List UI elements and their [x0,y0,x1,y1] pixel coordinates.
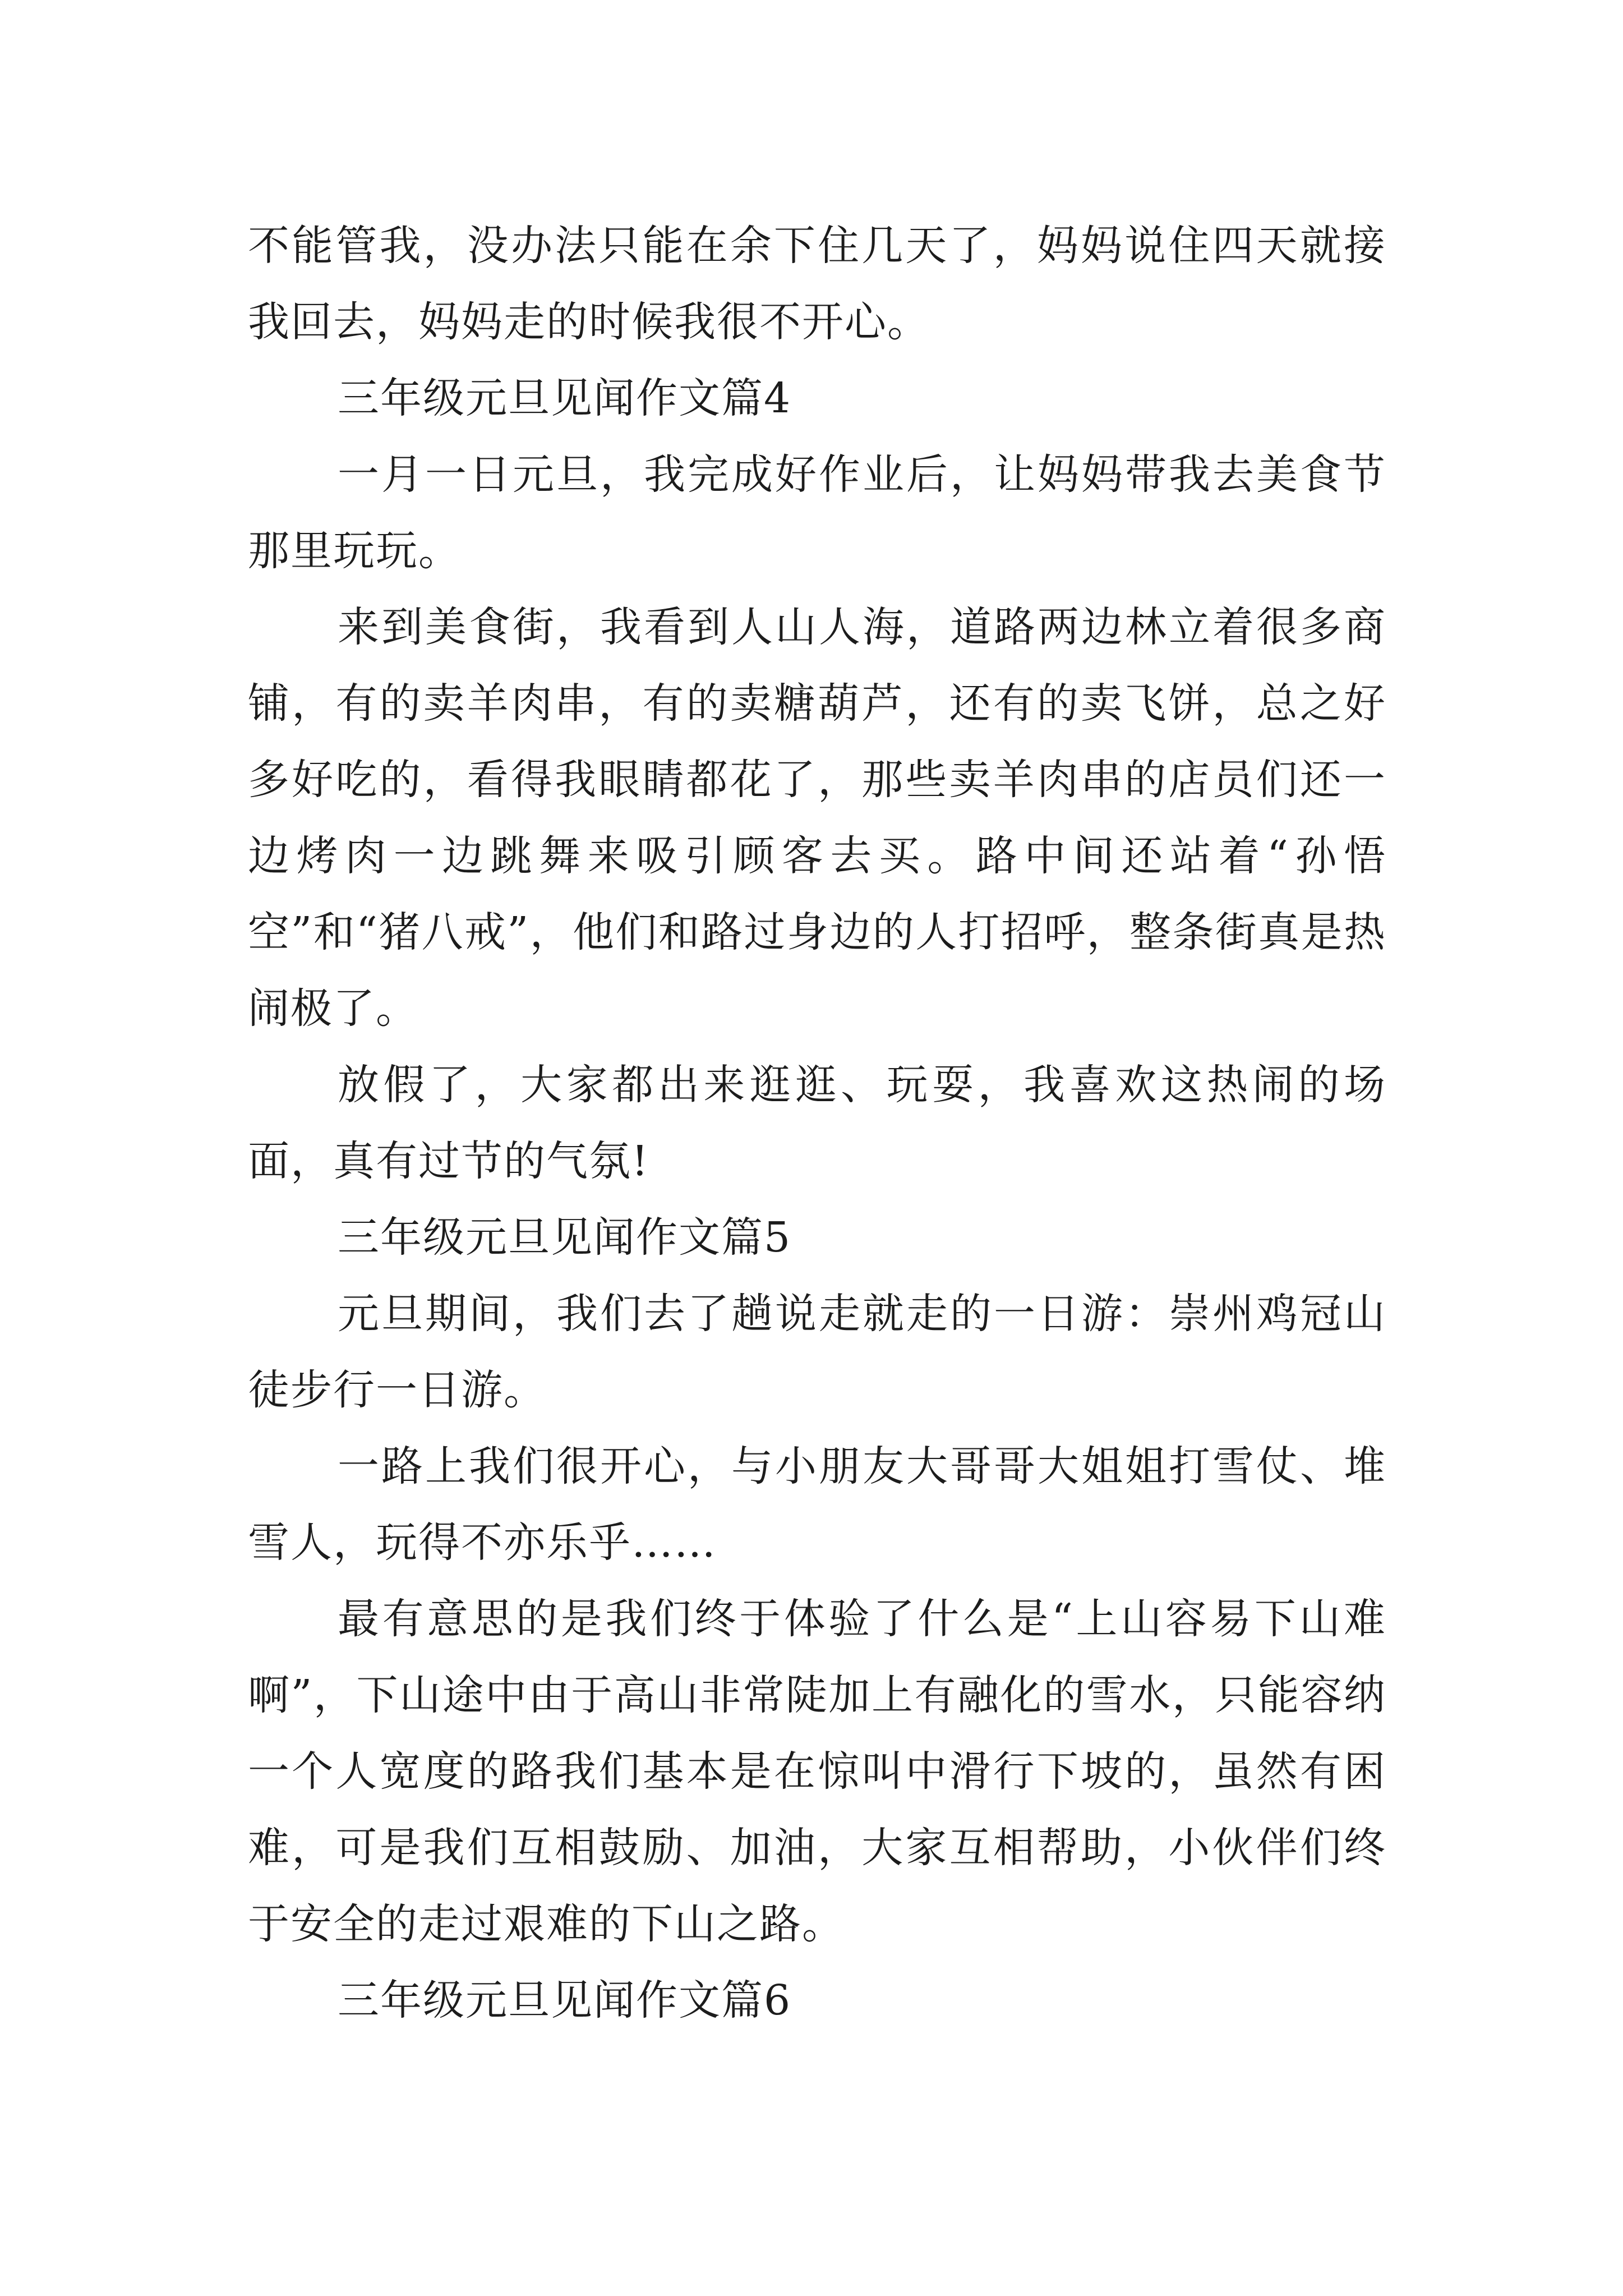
section-heading-5: 三年级元旦见闻作文篇5 [338,1213,792,1262]
paragraph: 一月一日元旦，我完成好作业后，让妈妈带我去美食节那里玩玩。 [248,450,1386,575]
paragraph: 放假了，大家都出来逛逛、玩耍，我喜欢这热闹的场面，真有过节的气氛! [248,1061,1386,1185]
document-body [248,208,1386,2039]
continuation-paragraph: 不能管我，没办法只能在余下住几天了，妈妈说住四天就接我回去，妈妈走的时候我很不开心。 [248,222,1386,346]
section-heading-4: 三年级元旦见闻作文篇4 [338,374,792,422]
paragraph: 最有意思的是我们终于体验了什么是“上山容易下山难啊”，下山途中由于高山非常陡加上有融化的雪水，只能容纳一个人宽度的路我们基本是在惊叫中滑行下坡的，虽然有困难，可是我们互相鼓励、加油，大家互相帮助，小伙伴们终于安全的走过艰难的下山之路。 [248,1595,1386,1948]
paragraph: 来到美食街，我看到人山人海，道路两边林立着很多商铺，有的卖羊肉串，有的卖糖葫芦，还有的卖飞饼，总之好多好吃的，看得我眼睛都花了，那些卖羊肉串的店员们还一边烤肉一边跳舞来吸引顾客去买。路中间还站着“孙悟空”和“猪八戒”，他们和路过身边的人打招呼，整条街真是热闹极了。 [248,603,1386,1033]
paragraph: 一路上我们很开心，与小朋友大哥哥大姐姐打雪仗、堆雪人，玩得不亦乐乎…… [248,1442,1386,1567]
section-heading-6: 三年级元旦见闻作文篇6 [338,1976,792,2024]
paragraph: 元旦期间，我们去了趟说走就走的一日游：崇州鸡冠山徒步行一日游。 [248,1290,1386,1414]
